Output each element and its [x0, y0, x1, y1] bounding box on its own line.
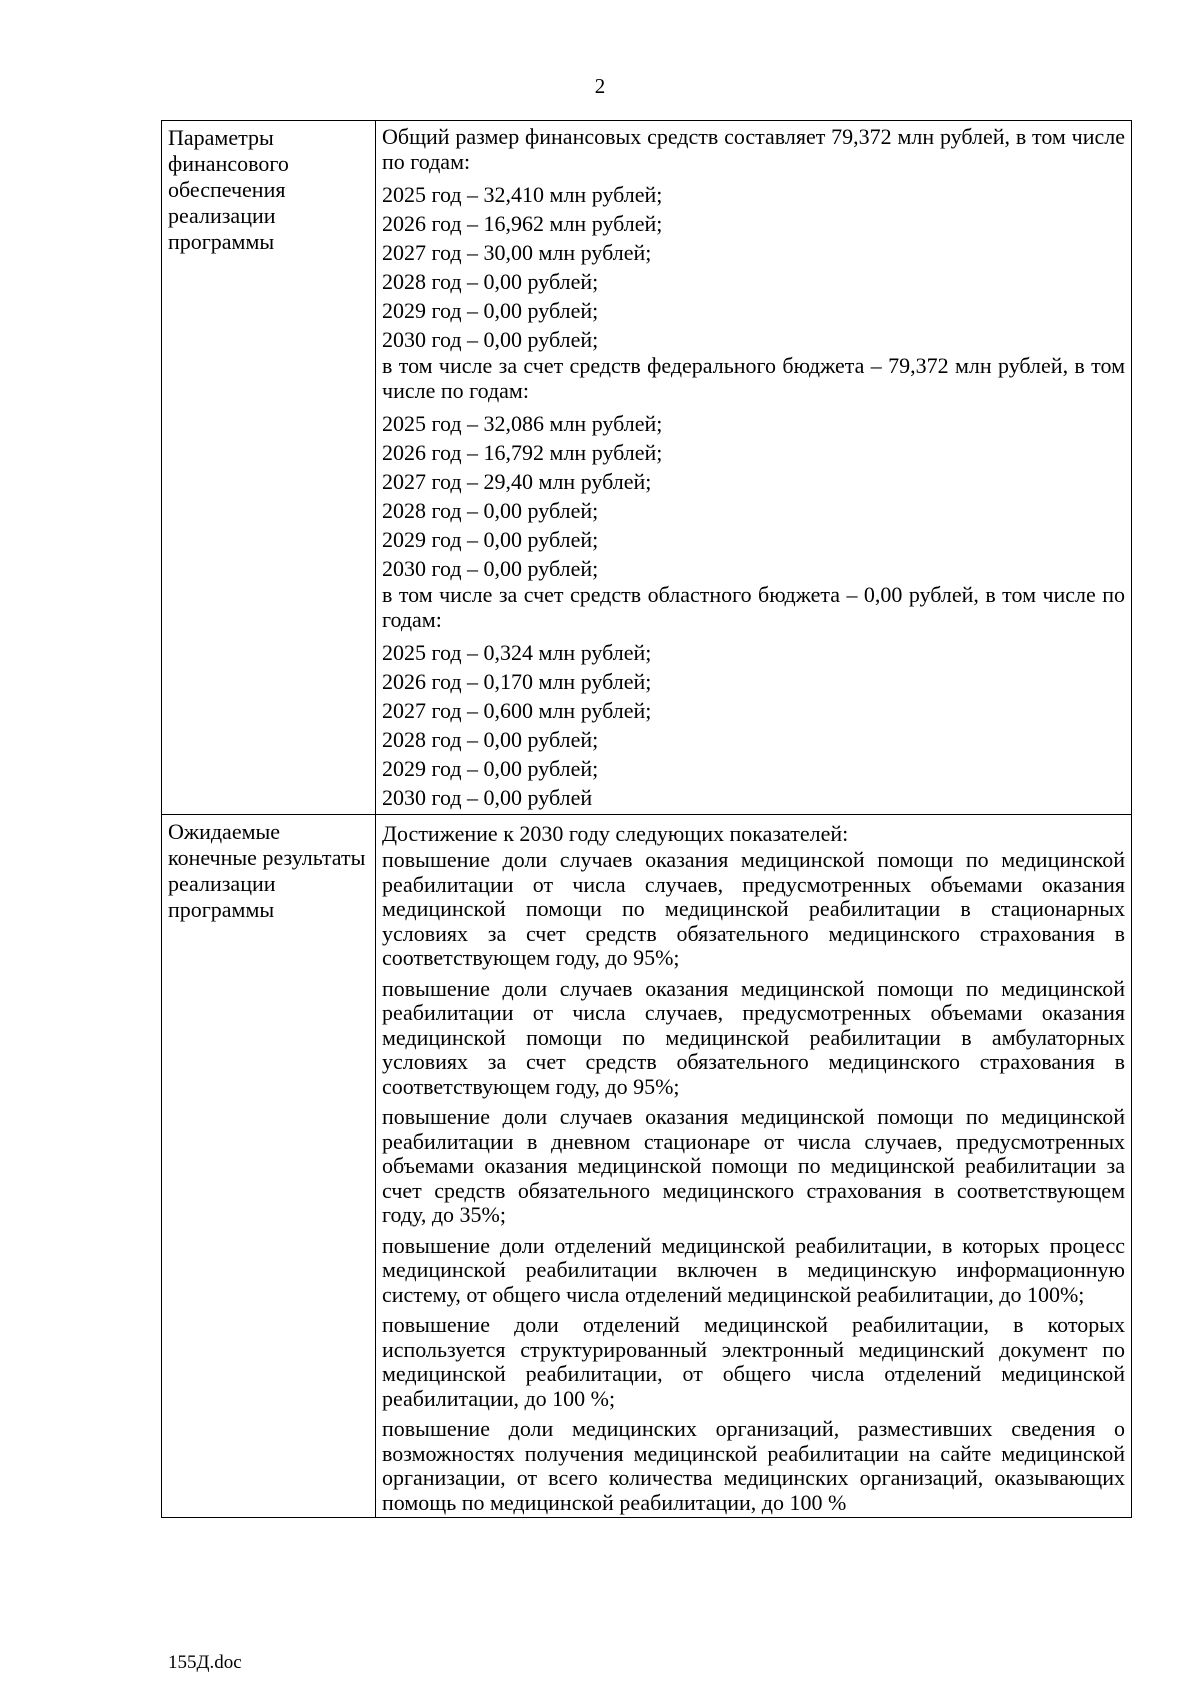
financing-regional-year: 2028 год – 0,00 рублей; [382, 727, 599, 752]
financing-total-year: 2029 год – 0,00 рублей; [382, 298, 599, 323]
result-item: повышение доли отделений медицинской реабилитации, в которых процесс медицинской реабилитации включен в медицинскую информационную систему, от общего числа отделений медицинской реабилитации, до 100%; [382, 1232, 1125, 1307]
financing-total-year: 2026 год – 16,962 млн рублей; [382, 211, 663, 236]
financing-federal-year: 2029 год – 0,00 рублей; [382, 527, 599, 552]
row-label-results: Ожидаемые конечные результаты реализации программы [162, 815, 376, 1518]
financing-federal-year: 2026 год – 16,792 млн рублей; [382, 440, 663, 465]
result-item: повышение доли случаев оказания медицинской помощи по медицинской реабилитации от числа случаев, предусмотренных объемами оказания медицинской помощи по медицинской реабилитации в стационарных условиях за счет средств обязательного медицинского страхования в соответствующем году, до 95%; [382, 847, 1125, 970]
financing-regional-year: 2029 год – 0,00 рублей; [382, 756, 599, 781]
financing-regional-year: 2026 год – 0,170 млн рублей; [382, 669, 652, 694]
financing-regional-year: 2027 год – 0,600 млн рублей; [382, 698, 652, 723]
table-row [162, 121, 1132, 815]
result-item: повышение доли случаев оказания медицинской помощи по медицинской реабилитации от числа случаев, предусмотренных объемами оказания медицинской помощи по медицинской реабилитации в амбулаторных условиях за счет средств обязательного медицинского страхования в соответствующем году, до 95%; [382, 975, 1125, 1099]
financing-total-year: 2027 год – 30,00 млн рублей; [382, 240, 652, 265]
financing-content [376, 121, 1132, 815]
financing-regional-year: 2025 год – 0,324 млн рублей; [382, 640, 652, 665]
financing-regional-text: в том числе за счет средств областного бюджета – 0,00 рублей, в том числе по годам: [382, 582, 1125, 632]
financing-federal-year: 2028 год – 0,00 рублей; [382, 498, 599, 523]
result-item: повышение доли случаев оказания медицинской помощи по медицинской реабилитации в дневном стационаре от числа случаев, предусмотренных объемами оказания медицинской помощи по медицинской реабилитации за счет средств обязательного медицинского страхования в соответствующем году, до 35%; [382, 1104, 1125, 1227]
results-intro: Достижение к 2030 году следующих показателей: [382, 821, 849, 846]
row-label-financing: Параметры финансового обеспечения реализации программы [162, 121, 376, 815]
result-item: повышение доли медицинских организаций, разместивших сведения о возможностях получения медицинской реабилитации на сайте медицинской организации, от всего количества медицинских организаций, оказывающих помощь по медицинской реабилитации, до 100 % [382, 1416, 1125, 1515]
program-passport-table [161, 120, 1132, 1518]
results-content [376, 815, 1132, 1518]
financing-total-year: 2025 год – 32,410 млн рублей; [382, 182, 663, 207]
financing-total-year: 2028 год – 0,00 рублей; [382, 269, 599, 294]
table-row [162, 815, 1132, 1518]
page-number: 2 [594, 74, 606, 98]
financing-total-text: Общий размер финансовых средств составляет 79,372 млн рублей, в том числе по годам: [382, 124, 1125, 174]
financing-federal-year: 2030 год – 0,00 рублей; [382, 556, 599, 581]
financing-federal-year: 2025 год – 32,086 млн рублей; [382, 411, 663, 436]
footer-filename: 155Д.doc [168, 1652, 242, 1673]
financing-federal-text: в том числе за счет средств федерального бюджета – 79,372 млн рублей, в том числе по годам: [382, 353, 1125, 403]
result-item: повышение доли отделений медицинской реабилитации, в которых используется структурированный электронный медицинский документ по медицинской реабилитации, от общего числа отделений медицинской реабилитации, до 100 %; [382, 1312, 1125, 1411]
financing-federal-year: 2027 год – 29,40 млн рублей; [382, 469, 652, 494]
financing-total-year: 2030 год – 0,00 рублей; [382, 327, 599, 352]
financing-regional-year: 2030 год – 0,00 рублей [382, 785, 593, 810]
